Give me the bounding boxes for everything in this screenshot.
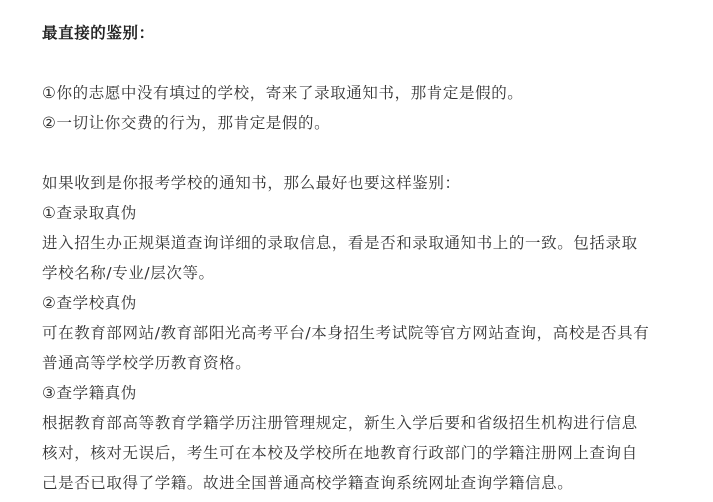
blank-line xyxy=(42,138,693,168)
section-3-text-line: 己是否已取得了学籍。故进全国普通高校学籍查询系统网址查询学籍信息。 xyxy=(42,474,574,492)
section-2-title: ②查学校真伪 xyxy=(42,294,137,312)
section-1-text-line: 进入招生办正规渠道查询详细的录取信息，看是否和录取通知书上的一致。包括录取 xyxy=(42,234,638,252)
section-1-title: ①查录取真伪 xyxy=(42,204,137,222)
article-heading: 最直接的鉴别： xyxy=(42,24,155,42)
section-1-text-line: 学校名称/专业/层次等。 xyxy=(42,264,215,282)
section-3-title: ③查学籍真伪 xyxy=(42,384,137,402)
quick-point-1: ①你的志愿中没有填过的学校，寄来了录取通知书，那肯定是假的。 xyxy=(42,84,524,102)
section-2-text-line: 普通高等学校学历教育资格。 xyxy=(42,354,252,372)
section-2-text-line: 可在教育部网站/教育部阳光高考平台/本身招生考试院等官方网站查询，高校是否具有 xyxy=(42,324,650,342)
quick-point-2: ②一切让你交费的行为，那肯定是假的。 xyxy=(42,114,331,132)
section-3-text-line: 根据教育部高等教育学籍学历注册管理规定，新生入学后要和省级招生机构进行信息 xyxy=(42,414,638,432)
blank-line xyxy=(42,48,693,78)
section-3-text-line: 核对，核对无误后，考生可在本校及学校所在地教育行政部门的学籍注册网上查询自 xyxy=(42,444,638,462)
intro-text: 如果收到是你报考学校的通知书，那么最好也要这样鉴别： xyxy=(42,174,461,192)
